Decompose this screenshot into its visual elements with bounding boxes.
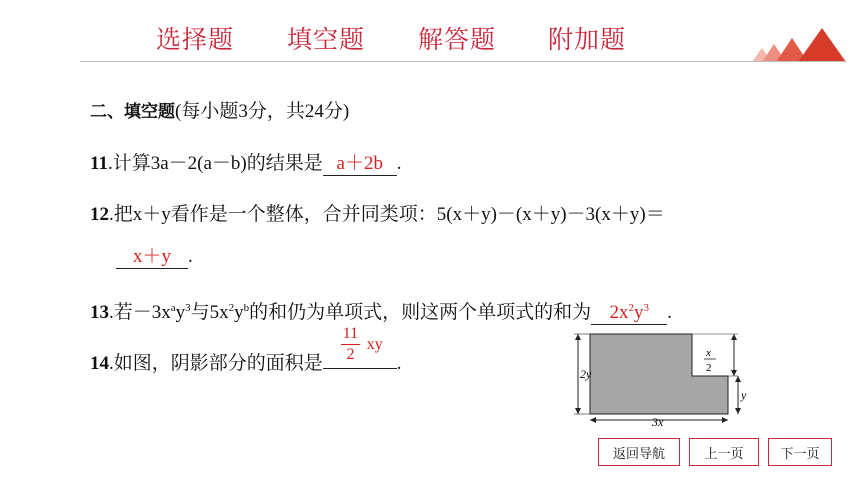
triangle-decoration-icon [748,26,848,62]
shaded-region [590,334,728,414]
exponent: 3 [185,302,191,314]
question-text: .计算3a－2(a－b)的结果是 [107,153,323,174]
tab-multiple-choice[interactable]: 选择题 [156,25,235,54]
question-text: 与5x [190,302,229,323]
question-text: .如图，阴影部分的面积是 [109,353,323,374]
question-number: 12 [90,204,109,225]
tab-fill-in[interactable]: 填空题 [287,25,366,54]
question-13 [90,297,672,325]
question-end: . [667,302,672,323]
question-end: . [396,153,402,174]
question-text: 的和仍为单项式，则这两个单项式的和为 [249,302,592,323]
section-note: (每小题3分，共24分) [175,101,350,122]
fraction-denominator: 2 [346,346,355,363]
answer-variable: xy [366,336,383,353]
exponent: 2 [228,302,235,314]
label-y: y [741,388,747,402]
answer-fraction [341,326,360,363]
answer-blank [323,325,397,369]
answer-part: 2x [609,302,629,323]
question-end: . [188,246,193,267]
exponent: b [243,302,250,314]
answer-exponent: 2 [628,302,634,314]
answer-blank: a＋2b [323,154,397,176]
question-12-answer [116,246,193,269]
answer-blank [591,302,667,325]
tab-bonus[interactable]: 附加题 [548,25,627,54]
prev-page-button[interactable]: 上一页 [689,438,759,466]
question-11 [90,148,401,176]
label-2: 2 [706,362,712,374]
next-page-button[interactable]: 下一页 [768,438,832,466]
label-2y: 2y [580,367,592,381]
question-12 [90,199,665,226]
answer-exponent: 3 [643,302,649,314]
section-title: 二、填空题 [90,102,175,122]
answer-part: y [633,302,644,323]
answer-blank: x＋y [116,247,188,269]
question-text: .若－3x [109,302,171,323]
exponent: a [170,302,176,314]
top-nav [0,20,860,60]
question-number: 11 [90,153,108,174]
question-number: 13 [90,302,109,323]
label-x: x [706,347,711,359]
question-text: y [175,302,186,323]
question-number: 14 [90,353,109,374]
question-end: . [396,353,402,374]
question-14 [90,325,402,375]
tab-solution[interactable]: 解答题 [418,25,497,54]
fraction-numerator: 11 [342,325,359,342]
question-text: y [234,302,244,323]
fraction-bar [341,344,360,345]
back-to-nav-button[interactable]: 返回导航 [598,438,680,466]
section-heading [90,96,349,123]
area-figure [570,326,750,426]
question-text: .把x＋y看作是一个整体，合并同类项：5(x＋y)－(x＋y)－3(x＋y)＝ [109,204,665,225]
label-3x: 3x [652,415,664,426]
header-divider [80,61,845,62]
